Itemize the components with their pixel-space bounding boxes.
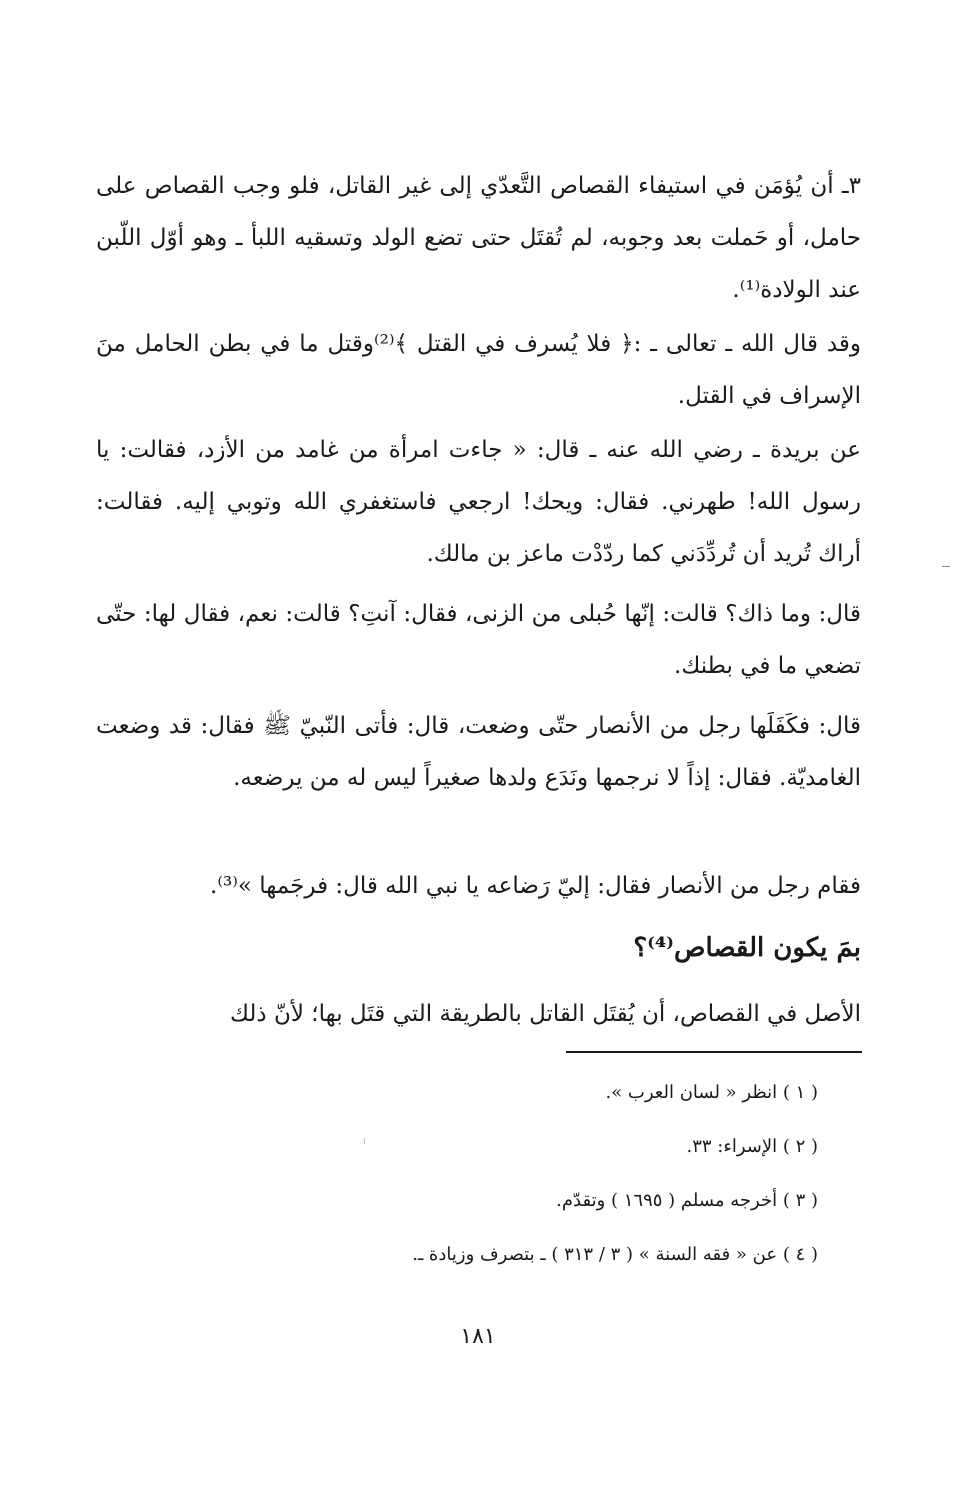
paragraph-quran-verse: وقد قال الله ـ تعالى ـ :﴿ فلا يُسرف في القتل ﴾⁽²⁾وقتل ما في بطن الحامل منَ الإسراف في القتل. — [96, 331, 861, 409]
paragraph-condition-three: ٣ـ أن يُؤمَن في استيفاء القصاص التَّعدّي إلى غير القاتل، فلو وجب القصاص على حامل، أو حَملت بعد وجوبه، لم تُقتَل حتى تضع الولد وتسقيه اللبأ ـ وهو أوّل اللّبن عند الولادة⁽¹⁾. — [96, 173, 861, 303]
footnote-2: ( ٢ ) الإسراء: ٣٣. — [686, 1136, 818, 1157]
paragraph-hadith-buraidah: عن بريدة ـ رضي الله عنه ـ قال: « جاءت امرأة من غامد من الأزد، فقالت: يا رسول الله! طهرني. فقال: ويحك! ارجعي فاستغفري الله وتوبي إليه. فقالت: أراك تُريد أن تُردِّدَني كما ردّدْت ماعز بن مالك. — [96, 437, 861, 567]
margin-mark — [942, 566, 950, 567]
footnote-3: ( ٣ ) أخرجه مسلم ( ١٦٩٥ ) وتقدّم. — [556, 1190, 818, 1211]
footnote-4: ( ٤ ) عن « فقه السنة » ( ٣ / ٣١٣ ) ـ بتصرف وزيادة ـ. — [412, 1244, 818, 1265]
paragraph-principle: الأصل في القصاص، أن يُقتَل القاتل بالطريقة التي قتَل بها؛ لأنّ ذلك — [230, 1001, 861, 1027]
paragraph-hadith-nursing: فقام رجل من الأنصار فقال: إليّ رَضاعه يا نبي الله قال: فرجَمها »⁽³⁾. — [210, 873, 861, 899]
scan-artifact-mark — [364, 1138, 365, 1144]
page-number: ١٨١ — [460, 1324, 496, 1349]
section-heading: بمَ يكون القصاص⁽⁴⁾؟ — [633, 933, 861, 963]
footnote-separator — [566, 1051, 862, 1053]
paragraph-hadith-birth: قال: فكَفَلَها رجل من الأنصار حتّى وضعت، قال: فأتى النّبيّ ﷺ فقال: قد وضعت الغامديّة. فقال: إذاً لا نرجمها ونَدَع ولدها صغيراً ليس له من يرضعه. — [96, 713, 861, 791]
footnote-1: ( ١ ) انظر « لسان العرب ». — [605, 1082, 818, 1103]
paragraph-hadith-pregnancy: قال: وما ذاك؟ قالت: إنّها حُبلى من الزنى، فقال: آنتِ؟ قالت: نعم، فقال لها: حتّى تضعي ما في بطنك. — [96, 601, 861, 679]
